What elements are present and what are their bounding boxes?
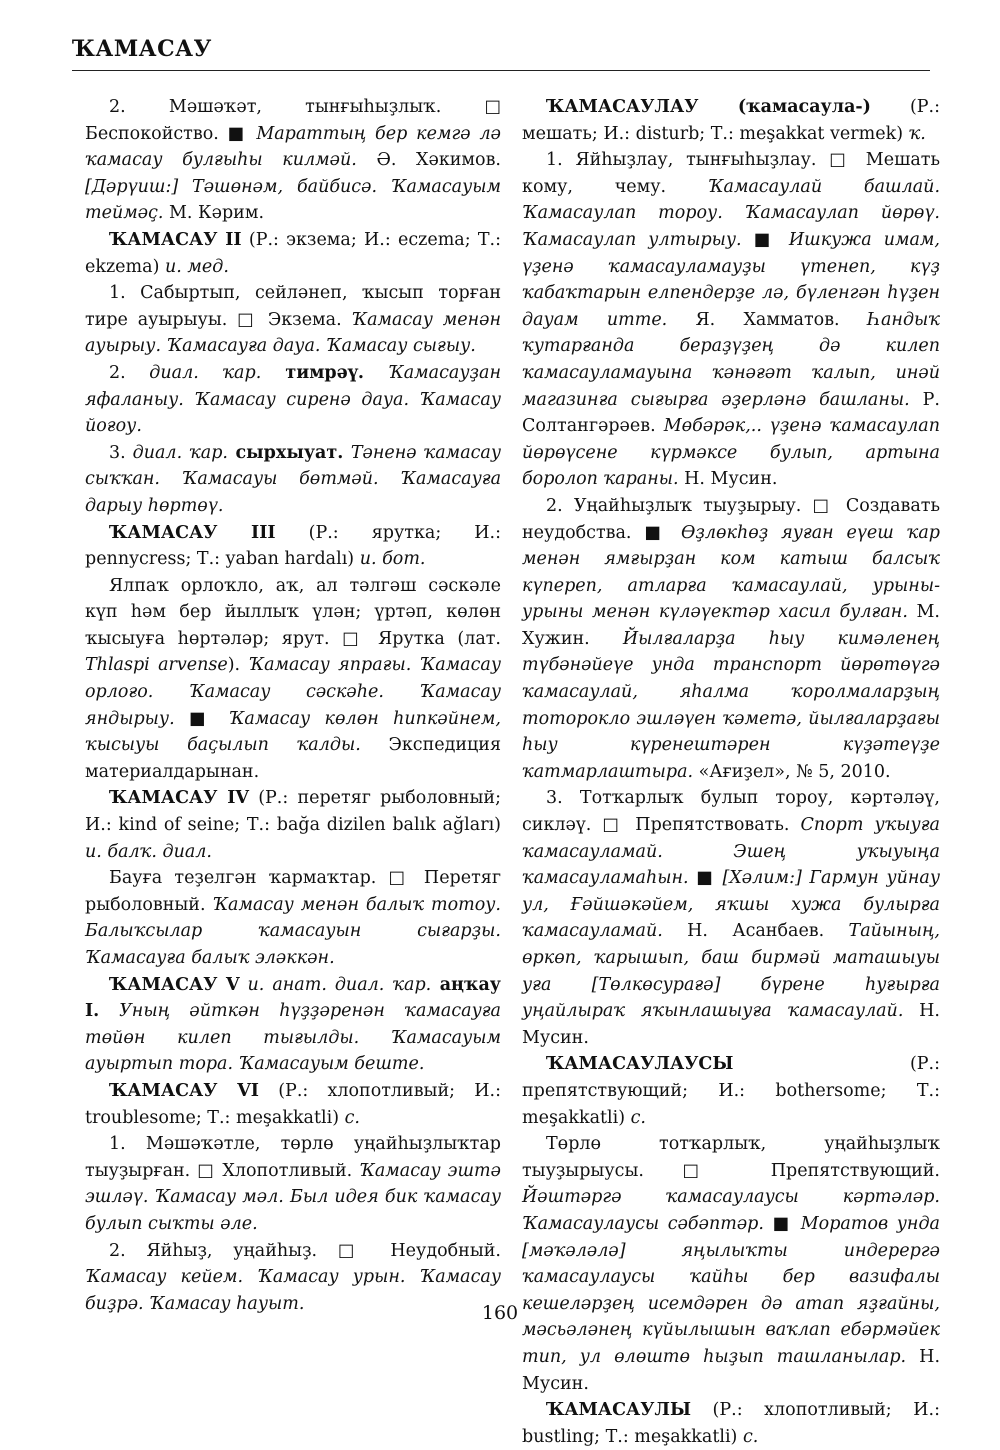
cross-reference: сырхыуат. [227, 442, 351, 463]
entry-paragraph [85, 94, 501, 227]
headword: ҠАМАСАУЛАУСЫ [546, 1054, 734, 1075]
sense-text: 1. Яйһыҙлау, тынғыһыҙлау. □ Мешать кому, чему. [522, 150, 940, 197]
sense-text: ■ [174, 708, 229, 729]
example-text: Уның әйткән һүҙҙәренән ҡамасауға төйөн килеп тығылды. Ҡамасауым ауыртып тора. Ҡамасауым беште. [85, 1001, 501, 1075]
example-text: Ҡамасауҙан яфаланыу. Ҡамасау сиренә дауа. Ҡамасау йоғоу. [85, 362, 502, 437]
sense-text: 3. Тотҡарлыҡ булып тороу, кәртәләү, сикләү. □ Препятствовать. [522, 788, 940, 836]
translations: (Р.: хлопотливый; И.: troublesome; Т.: meşakkatli) [85, 1080, 501, 1128]
grammar-label: с. [742, 1426, 759, 1447]
example-text: Ҡамасау кейем. Ҡамасау урын. Ҡамасау биҙрә. Ҡамасау һауыт. [85, 1267, 501, 1314]
sense-number: 2. [109, 362, 150, 383]
sense-text: Ялпаҡ орлоҡло, аҡ, ал тәлгәш сәскәле күп һәм бер йыллыҡ үлән; үртәп, көлөн ҡысыуға һөртәләр; ярут. □ Ярутка (лат. [85, 575, 501, 649]
translations: (Р.: ярутка; И.: pennycress; Т.: yaban hardalı) [85, 522, 501, 570]
citation-author: Н. Мусин. [522, 1346, 941, 1394]
example-text: Ҡамасау япрағы. Ҡамасау орлоғо. Ҡамасау сәскәһе. Ҡамасау яндырыу. [85, 655, 502, 729]
example-text: Ҡамасау көлөн һипкәйнем, ҡысыуы баҫылып ҡалды. [85, 708, 501, 756]
example-text: Тайының, өркөп, ҡарышып, баш бирмәй маташыуы уға [Төлкөсурағә] бүрене һуғырға уңайлыраҡ яҡынлашыуға ҡамасаулай. [522, 921, 940, 1022]
grammar-label: ҡ. [908, 123, 926, 144]
citation-author: Н. Мусин. [522, 1001, 940, 1048]
example-text: Ҡамасау эштә эшләү. Ҡамасау мәл. Был идея бик ҡамасау булып сыҡты әле. [85, 1160, 501, 1234]
latin-name: Thlaspi arvense [85, 655, 228, 676]
example-text: [Дәрүиш:] Тәшөнәм, байбисә. Ҡамасауым теймәҫ. [85, 176, 501, 224]
sense-number: 3. [109, 442, 133, 463]
example-text: Спорт уҡыуға ҡамасауламай. Эшең уҡыуыңа ҡамасауламаһын. [522, 815, 940, 889]
example-text: Ҡамасау менән балыҡ тотоу. Балыҡсылар ҡамасауын сығарҙы. Ҡамасауға балыҡ эләккән. [85, 894, 501, 968]
entry-headword-line [522, 94, 940, 147]
sense-text: ). [227, 655, 249, 676]
sense-text: 2. Уңайһыҙлыҡ тыуҙырыу. □ Создавать неудобства. ■ [522, 495, 940, 543]
grammar-label: и. бот. [359, 549, 426, 570]
entry-headword-line [522, 1397, 940, 1450]
citation-author: Я. Хамматов. [667, 309, 868, 330]
entry-paragraph [522, 147, 940, 493]
sense-text: 1. Сабыртып, сейләнеп, ҡысып торған тире ауырыуы. □ Экзема. [85, 283, 501, 330]
example-text: Ишкужа имам, үҙенә ҡамасауламауҙы үтенеп, күҙ ҡабаҡтарын елпендерҙе лә, бүленгән һүҙен дауам итте. [522, 229, 940, 330]
entry-headword-line [522, 1051, 940, 1131]
sense-text: 2. Мәшәҡәт, тынғыһыҙлыҡ. □ Беспокойство. ■ [85, 97, 501, 144]
citation-author: Н. Асанбаев. [662, 921, 849, 942]
entry-paragraph [85, 360, 501, 440]
example-text: Моратов унда [мәҡәләлә] яңылыҡты индерергә ҡамасаулаусы ҡайһы бер вазифалы кешеләрҙең исемдәрен дә атап яҙғайны, мәсьәләнең күйылышын ваҡлап ебәрмәйек тип, ул өлөштө һыҙып ташланылар. [522, 1213, 940, 1367]
example-text: Ҡамасаулай башлай. Ҡамасаулап тороу. Ҡамасаулап йөрөү. Ҡамасаулап ултырыу. [522, 176, 941, 250]
translations: (Р.: перетяг рыболовный; И.: kind of seine; Т.: bağa dizilen balık ağları) [85, 788, 501, 836]
entry-headword-line [85, 785, 501, 865]
entry-paragraph [85, 573, 501, 786]
headword: ҠАМАСАУ IV [109, 788, 249, 809]
grammar-label: с. [630, 1107, 646, 1128]
sense-text: ■ [741, 229, 789, 250]
page-number: 160 [481, 1302, 519, 1324]
grammar-label: диал. ҡар. [149, 362, 262, 383]
example-text: Мөбәрәк,.. үҙенә ҡамасаулап йөрөүсене күрмәксе булып, артына боролоп ҡараны. [522, 416, 940, 490]
grammar-label: с. [344, 1107, 360, 1128]
sense-text: Төрлө тотҡарлыҡ, уңайһыҙлыҡ тыуҙырыусы. □ Препятствующий. [522, 1134, 940, 1181]
left-column [85, 94, 501, 1317]
entry-paragraph [85, 1131, 501, 1237]
translations: (Р.: мешать; И.: disturb; Т.: meşakkat vermek) [522, 97, 941, 144]
example-text: Йәштәргә ҡамасаулаусы кәртәләр. Ҡамасаулаусы сәбәптәр. [522, 1187, 940, 1234]
headword: ҠАМАСАУ V [109, 974, 240, 995]
grammar-label: диал. ҡар. [132, 442, 228, 463]
citation-author: Н. Мусин. [678, 469, 778, 490]
example-text: Һандыҡ ҡутарғанда бераҙүҙең дә килеп ҡамасауламауына ҡәнәғәт ҡалып, инәй магазинға сығырға әҙерләнә башланы. [522, 309, 940, 410]
entry-paragraph [85, 440, 501, 520]
sense-text: ■ [688, 868, 723, 889]
example-text: Өҙлөкһөҙ яуған еүеш ҡар менән ямғырҙан ком катыш балсыҡ күпереп, атларға ҡамасаулай, урыны-урыны менән күләүектәр хасил булған. [522, 522, 940, 623]
citation-author: Экспедиция материалдарынан. [85, 735, 501, 782]
cross-reference: аңҡау I. [85, 974, 501, 1022]
grammar-label: и. анат. диал. ҡар. [239, 974, 432, 995]
sense-text: 1. Мәшәҡәтле, төрлө уңайһыҙлыҡтар тыуҙырған. □ Хлопотливый. [85, 1134, 501, 1181]
example-text: Мараттың бер кемгә лә ҡамасау булғыһы килмәй. [85, 123, 502, 171]
citation-author: «Ағиҙел», № 5, 2010. [693, 761, 891, 782]
citation-author: М. Хужин. [522, 602, 940, 649]
entry-headword-line [85, 227, 501, 280]
citation-author: Ә. Хәкимов. [356, 150, 501, 171]
headword: ҠАМАСАУЛЫ [546, 1400, 691, 1421]
example-text: Йылғаларҙа һыу кимәленең түбәнәйеүе унда транспорт йөрөтөүгә ҡамасаулай, яһалма ҡоролмаларҙың тоторокло эшләүен ҡәметә, йылғаларҙағы һыу күренештәрен күҙәтеүҙе ҡатмарлаштыра. [522, 628, 940, 782]
headword: ҠАМАСАУ III [109, 522, 276, 543]
citation-author: М. Кәрим. [163, 203, 265, 224]
headword: ҠАМАСАУ VI [109, 1080, 259, 1101]
entry-headword-line [85, 520, 501, 573]
headword: ҠАМАСАУ II [109, 229, 242, 250]
grammar-label: и. мед. [164, 256, 229, 277]
sense-text: ■ [763, 1213, 801, 1234]
sense-text: 2. Яйһыҙ, уңайһыҙ. □ Неудобный. [109, 1240, 501, 1261]
translations: (Р.: экзема; И.: eczema; Т.: ekzema) [85, 229, 501, 277]
entry-paragraph [522, 493, 940, 786]
right-column [522, 94, 940, 1450]
cross-reference: тимрәү. [261, 362, 389, 383]
entry-headword-line [85, 1078, 501, 1131]
sense-text: Бауға теҙелгән ҡармаҡтар. □ Перетяг рыболовный. [85, 868, 501, 915]
running-head: ҠАМАСАУ [72, 36, 930, 71]
translations: (Р.: хлопотливый; И.: bustling; Т.: meşakkatli) [522, 1400, 940, 1447]
example-text: [Хәлим:] Гармун уйнау ул, Ғәйшәкәйем, яҡшы хужа булырға ҡамасауламай. [522, 868, 941, 942]
entry-headword-line [85, 972, 501, 1078]
entry-paragraph [85, 280, 501, 360]
headword: ҠАМАСАУЛАУ (ҡамасаула-) [546, 97, 871, 117]
citation-author: Р. Солтангәрәев. [522, 389, 940, 437]
entry-paragraph [522, 1131, 940, 1397]
example-text: Ҡамасау менән ауырыу. Ҡамасауға дауа. Ҡамасау сығыу. [85, 309, 501, 357]
entry-paragraph [522, 785, 940, 1051]
translations: (Р.: препятствующий; И.: bothersome; Т.: meşakkatli) [522, 1054, 940, 1128]
example-text: Тәненә ҡамасау сыҡҡан. Ҡамасауы бөтмәй. Ҡамасауға дарыу һөртөү. [85, 442, 502, 516]
entry-paragraph [85, 865, 501, 971]
grammar-label: и. балҡ. диал. [85, 841, 212, 862]
